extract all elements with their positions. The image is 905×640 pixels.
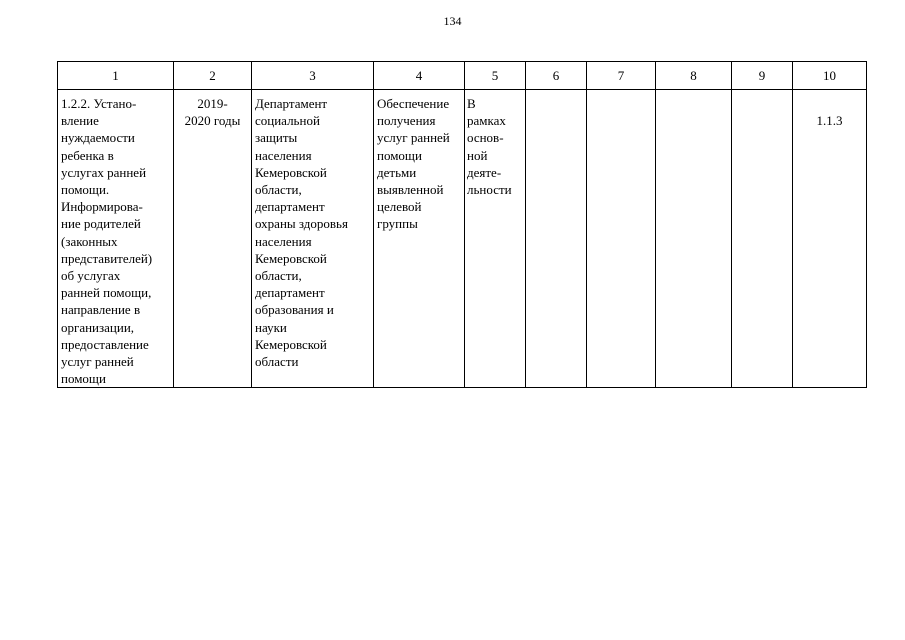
executors-cell: Департамент социальной защиты населения Кемеровской области, департамент охраны здоровья населения Кемеровской области, департамент образования и науки Кемеровской области	[252, 90, 374, 388]
reference-cell: 1.1.3	[793, 90, 867, 388]
result-cell: Обеспечение получения услуг ранней помощи детьми выявленной целевой группы	[374, 90, 465, 388]
column-9-cell	[732, 90, 793, 388]
column-6-cell	[526, 90, 587, 388]
measure-cell: 1.2.2. Устано- вление нуждаемости ребенка в услугах ранней помощи. Информирова- ние родителей (законных представителей) об услугах ранней помощи, направление в организации, предоставление услуг ранней помощи	[58, 90, 174, 388]
column-header-8: 8	[656, 62, 732, 90]
column-7-cell	[587, 90, 656, 388]
header-row	[58, 62, 867, 90]
column-header-3: 3	[252, 62, 374, 90]
page-number: 134	[443, 14, 462, 28]
column-header-6: 6	[526, 62, 587, 90]
column-header-1: 1	[58, 62, 174, 90]
years-cell: 2019- 2020 годы	[174, 90, 252, 388]
column-header-4: 4	[374, 62, 465, 90]
column-header-10: 10	[793, 62, 867, 90]
column-8-cell	[656, 90, 732, 388]
funding-cell: В рамках основ- ной деяте- льности	[465, 90, 526, 388]
column-header-5: 5	[465, 62, 526, 90]
column-header-7: 7	[587, 62, 656, 90]
measures-table	[57, 61, 867, 388]
column-header-2: 2	[174, 62, 252, 90]
column-header-9: 9	[732, 62, 793, 90]
table-row	[58, 90, 867, 388]
